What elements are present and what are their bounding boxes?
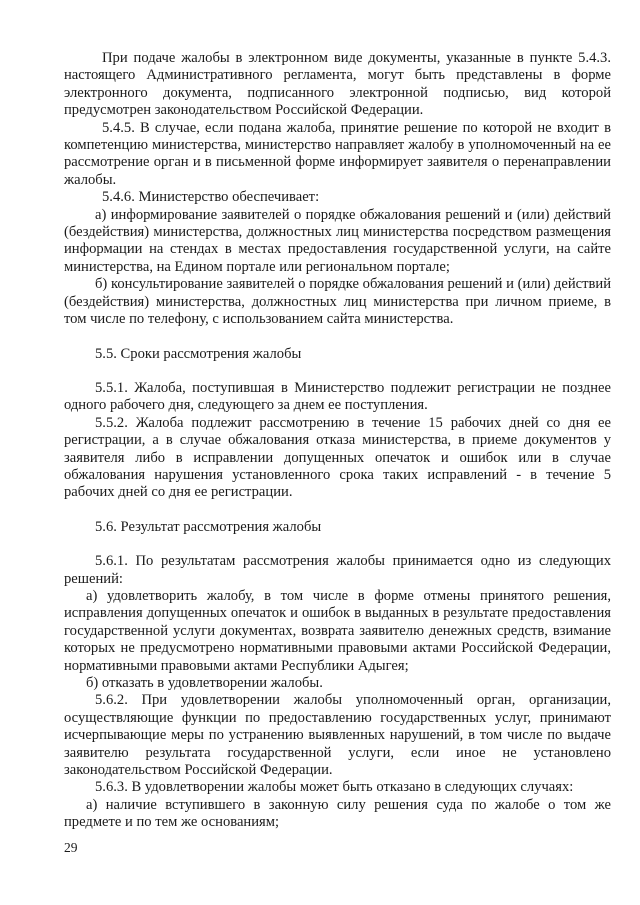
paragraph-5-6-1-b: б) отказать в удовлетворении жалобы. <box>86 675 323 691</box>
paragraph-5-5-2: 5.5.2. Жалоба подлежит рассмотрению в течение 15 рабочих дней со дня ее регистрации, а в случае обжалования отказа министерства, в приеме документов у заявителя либо в исправлении допущенных опечаток и ошибок или в случае обжалования нарушения установленного срока таких исправлений - в течение 5 рабочих дней со дня ее регистрации. <box>64 414 611 501</box>
paragraph-electronic-complaint: При подаче жалобы в электронном виде документы, указанные в пункте 5.4.3. настоящего Административного регламента, могут быть представлены в форме электронного документа, подписанного электронной подписью, вид которой предусмотрен законодательством Российской Федерации. <box>64 50 611 119</box>
section-heading-5-5: 5.5. Сроки рассмотрения жалобы <box>95 345 302 362</box>
paragraph-5-4-6-a: а) информирование заявителей о порядке обжалования решений и (или) действий (бездействия) министерства, должностных лиц министерства посредством размещения информации на стендах в местах предоставления государственной услуги, на сайте министерства, на Едином портале или региональном портале; <box>64 206 611 275</box>
paragraph-5-6-1: 5.6.1. По результатам рассмотрения жалобы принимается одно из следующих решений: <box>64 553 611 587</box>
paragraph-5-6-1-a: а) удовлетворить жалобу, в том числе в форме отмены принятого решения, исправления допущенных опечаток и ошибок в выданных в результате предоставления государственной услуги документах, возврата заявителю денежных средств, взимание которых не предусмотрено нормативными правовыми актами Российской Федерации, нормативными правовыми актами Республики Адыгея; <box>64 587 611 674</box>
page-number: 29 <box>64 840 78 855</box>
paragraph-5-6-2: 5.6.2. При удовлетворении жалобы уполномоченный орган, организации, осуществляющие функции по предоставлению государственных услуг, принимают исчерпывающие меры по устранению выявленных нарушений, в том числе по выдаче заявителю результата государственной услуги, если иное не установлено законодательством Российской Федерации. <box>64 692 611 779</box>
section-heading-5-6: 5.6. Результат рассмотрения жалобы <box>95 518 322 535</box>
paragraph-5-6-3-a: а) наличие вступившего в законную силу решения суда по жалобе о том же предмете и по тем же основаниям; <box>64 796 611 831</box>
paragraph-5-4-5: 5.4.5. В случае, если подана жалоба, принятие решение по которой не входит в компетенцию министерства, министерство направляет жалобу в уполномоченный на ее рассмотрение орган и в письменной форме информирует заявителя о перенаправлении жалобы. <box>64 119 611 188</box>
document-body <box>64 50 611 832</box>
paragraph-5-6-3: 5.6.3. В удовлетворении жалобы может быть отказано в следующих случаях: <box>95 779 574 796</box>
paragraph-5-5-1: 5.5.1. Жалоба, поступившая в Министерство подлежит регистрации не позднее одного рабочего дня, следующего за днем ее поступления. <box>64 379 611 414</box>
paragraph-5-4-6-b: б) консультирование заявителей о порядке обжалования решений и (или) действий (бездействия) министерства, должностных лиц министерства при личном приеме, в том числе по телефону, с использованием сайта министерства. <box>64 276 611 328</box>
paragraph-5-4-6: 5.4.6. Министерство обеспечивает: <box>102 189 320 206</box>
